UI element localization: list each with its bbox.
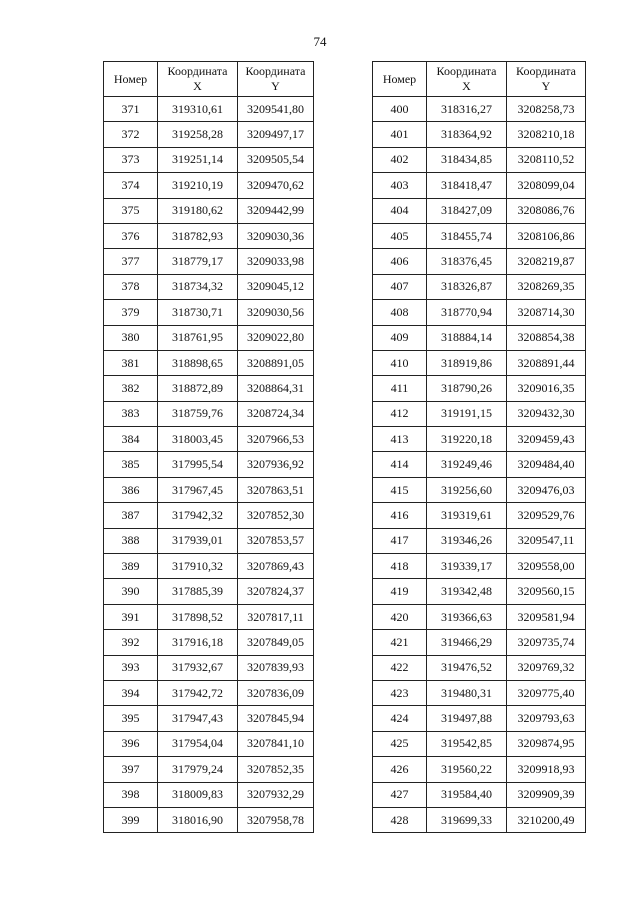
table-row bbox=[373, 300, 586, 325]
coordinate-y-cell: 3207936,92 bbox=[238, 452, 314, 477]
point-number-cell: 371 bbox=[104, 97, 158, 122]
point-number-cell: 374 bbox=[104, 173, 158, 198]
point-number-cell: 375 bbox=[104, 198, 158, 223]
coordinates-table-left bbox=[103, 61, 314, 833]
table-row bbox=[373, 655, 586, 680]
point-number-cell: 377 bbox=[104, 249, 158, 274]
coordinate-x-cell: 317942,32 bbox=[158, 503, 238, 528]
table-row bbox=[104, 97, 314, 122]
point-number-cell: 392 bbox=[104, 630, 158, 655]
table-row bbox=[104, 807, 314, 832]
coordinate-x-cell: 318790,26 bbox=[427, 376, 507, 401]
point-number-cell: 391 bbox=[104, 604, 158, 629]
coordinate-x-cell: 319497,88 bbox=[427, 706, 507, 731]
coordinate-x-cell: 317995,54 bbox=[158, 452, 238, 477]
coordinate-x-cell: 319342,48 bbox=[427, 579, 507, 604]
table-row bbox=[104, 427, 314, 452]
table-row bbox=[104, 350, 314, 375]
coordinate-x-cell: 318003,45 bbox=[158, 427, 238, 452]
coordinate-y-cell: 3207869,43 bbox=[238, 554, 314, 579]
coordinate-x-cell: 318326,87 bbox=[427, 274, 507, 299]
coordinate-x-cell: 319476,52 bbox=[427, 655, 507, 680]
point-number-cell: 407 bbox=[373, 274, 427, 299]
table-row bbox=[104, 452, 314, 477]
point-number-cell: 384 bbox=[104, 427, 158, 452]
table-row bbox=[373, 97, 586, 122]
coordinate-x-cell: 319339,17 bbox=[427, 554, 507, 579]
point-number-cell: 385 bbox=[104, 452, 158, 477]
coordinate-y-cell: 3208099,04 bbox=[507, 173, 586, 198]
header-number: Номер bbox=[104, 62, 158, 97]
coordinate-y-cell: 3207845,94 bbox=[238, 706, 314, 731]
table-row bbox=[373, 325, 586, 350]
coordinate-y-cell: 3208258,73 bbox=[507, 97, 586, 122]
point-number-cell: 411 bbox=[373, 376, 427, 401]
coordinate-x-cell: 319699,33 bbox=[427, 807, 507, 832]
coordinate-y-cell: 3210200,49 bbox=[507, 807, 586, 832]
coordinate-x-cell: 317885,39 bbox=[158, 579, 238, 604]
table-row bbox=[104, 274, 314, 299]
coordinate-y-cell: 3209909,39 bbox=[507, 782, 586, 807]
table-row bbox=[373, 452, 586, 477]
coordinate-y-cell: 3208110,52 bbox=[507, 147, 586, 172]
coordinate-x-cell: 318761,95 bbox=[158, 325, 238, 350]
coordinate-x-cell: 318770,94 bbox=[427, 300, 507, 325]
coordinate-x-cell: 318455,74 bbox=[427, 223, 507, 248]
table-row bbox=[373, 706, 586, 731]
point-number-cell: 410 bbox=[373, 350, 427, 375]
coordinate-x-cell: 317932,67 bbox=[158, 655, 238, 680]
coordinate-x-cell: 318316,27 bbox=[427, 97, 507, 122]
coordinate-x-cell: 317910,32 bbox=[158, 554, 238, 579]
table-row bbox=[104, 782, 314, 807]
table-row bbox=[373, 680, 586, 705]
point-number-cell: 403 bbox=[373, 173, 427, 198]
coordinate-x-cell: 318779,17 bbox=[158, 249, 238, 274]
table-row bbox=[104, 249, 314, 274]
table-row bbox=[373, 757, 586, 782]
point-number-cell: 428 bbox=[373, 807, 427, 832]
coordinate-x-cell: 319584,40 bbox=[427, 782, 507, 807]
header-coordinate-y: Координата Y bbox=[507, 62, 586, 97]
table-row bbox=[104, 757, 314, 782]
coordinate-y-cell: 3209045,12 bbox=[238, 274, 314, 299]
point-number-cell: 401 bbox=[373, 122, 427, 147]
point-number-cell: 396 bbox=[104, 731, 158, 756]
coordinate-y-cell: 3208854,38 bbox=[507, 325, 586, 350]
point-number-cell: 417 bbox=[373, 528, 427, 553]
point-number-cell: 423 bbox=[373, 680, 427, 705]
coordinate-y-cell: 3209476,03 bbox=[507, 477, 586, 502]
coordinate-y-cell: 3209918,93 bbox=[507, 757, 586, 782]
coordinate-x-cell: 319220,18 bbox=[427, 427, 507, 452]
point-number-cell: 388 bbox=[104, 528, 158, 553]
header-coordinate-y: Координата Y bbox=[238, 62, 314, 97]
coordinate-x-cell: 319249,46 bbox=[427, 452, 507, 477]
point-number-cell: 379 bbox=[104, 300, 158, 325]
coordinate-x-cell: 319191,15 bbox=[427, 401, 507, 426]
coordinate-y-cell: 3209769,32 bbox=[507, 655, 586, 680]
table-row bbox=[104, 147, 314, 172]
header-number: Номер bbox=[373, 62, 427, 97]
table-row bbox=[373, 173, 586, 198]
point-number-cell: 387 bbox=[104, 503, 158, 528]
coordinate-x-cell: 317898,52 bbox=[158, 604, 238, 629]
point-number-cell: 386 bbox=[104, 477, 158, 502]
coordinate-y-cell: 3209022,80 bbox=[238, 325, 314, 350]
coordinate-x-cell: 317947,43 bbox=[158, 706, 238, 731]
coordinate-y-cell: 3207841,10 bbox=[238, 731, 314, 756]
coordinate-x-cell: 317967,45 bbox=[158, 477, 238, 502]
coordinate-x-cell: 317916,18 bbox=[158, 630, 238, 655]
coordinate-y-cell: 3209030,36 bbox=[238, 223, 314, 248]
coordinate-x-cell: 318730,71 bbox=[158, 300, 238, 325]
point-number-cell: 425 bbox=[373, 731, 427, 756]
coordinate-y-cell: 3209541,80 bbox=[238, 97, 314, 122]
point-number-cell: 372 bbox=[104, 122, 158, 147]
table-row bbox=[373, 782, 586, 807]
coordinate-y-cell: 3207958,78 bbox=[238, 807, 314, 832]
point-number-cell: 404 bbox=[373, 198, 427, 223]
coordinate-x-cell: 318898,65 bbox=[158, 350, 238, 375]
coordinate-x-cell: 317979,24 bbox=[158, 757, 238, 782]
coordinate-x-cell: 319466,29 bbox=[427, 630, 507, 655]
table-row bbox=[373, 807, 586, 832]
point-number-cell: 413 bbox=[373, 427, 427, 452]
coordinate-x-cell: 318884,14 bbox=[427, 325, 507, 350]
table-row bbox=[373, 274, 586, 299]
coordinate-x-cell: 318919,86 bbox=[427, 350, 507, 375]
coordinate-y-cell: 3208714,30 bbox=[507, 300, 586, 325]
coordinate-y-cell: 3209775,40 bbox=[507, 680, 586, 705]
coordinate-x-cell: 319251,14 bbox=[158, 147, 238, 172]
coordinate-y-cell: 3209874,95 bbox=[507, 731, 586, 756]
coordinate-y-cell: 3209560,15 bbox=[507, 579, 586, 604]
table-row bbox=[373, 223, 586, 248]
point-number-cell: 390 bbox=[104, 579, 158, 604]
coordinate-y-cell: 3209547,11 bbox=[507, 528, 586, 553]
coordinate-y-cell: 3207839,93 bbox=[238, 655, 314, 680]
table-row bbox=[373, 427, 586, 452]
point-number-cell: 382 bbox=[104, 376, 158, 401]
coordinate-x-cell: 318734,32 bbox=[158, 274, 238, 299]
table-header-row bbox=[104, 62, 314, 97]
table-row bbox=[373, 198, 586, 223]
table-row bbox=[104, 579, 314, 604]
point-number-cell: 427 bbox=[373, 782, 427, 807]
table-row bbox=[104, 173, 314, 198]
table-row bbox=[373, 554, 586, 579]
point-number-cell: 398 bbox=[104, 782, 158, 807]
point-number-cell: 395 bbox=[104, 706, 158, 731]
table-row bbox=[104, 198, 314, 223]
coordinate-x-cell: 319560,22 bbox=[427, 757, 507, 782]
header-coordinate-x: Координата X bbox=[158, 62, 238, 97]
coordinate-y-cell: 3207932,29 bbox=[238, 782, 314, 807]
point-number-cell: 389 bbox=[104, 554, 158, 579]
point-number-cell: 406 bbox=[373, 249, 427, 274]
table-row bbox=[104, 376, 314, 401]
coordinate-y-cell: 3208864,31 bbox=[238, 376, 314, 401]
coordinate-y-cell: 3208219,87 bbox=[507, 249, 586, 274]
coordinate-x-cell: 318782,93 bbox=[158, 223, 238, 248]
coordinate-y-cell: 3208269,35 bbox=[507, 274, 586, 299]
coordinate-x-cell: 318016,90 bbox=[158, 807, 238, 832]
coordinate-y-cell: 3209432,30 bbox=[507, 401, 586, 426]
point-number-cell: 416 bbox=[373, 503, 427, 528]
table-row bbox=[373, 503, 586, 528]
table-row bbox=[373, 731, 586, 756]
coordinate-x-cell: 319366,63 bbox=[427, 604, 507, 629]
coordinate-y-cell: 3209484,40 bbox=[507, 452, 586, 477]
point-number-cell: 415 bbox=[373, 477, 427, 502]
coordinate-y-cell: 3209505,54 bbox=[238, 147, 314, 172]
coordinate-x-cell: 319180,62 bbox=[158, 198, 238, 223]
page-number: 74 bbox=[313, 34, 327, 49]
coordinate-y-cell: 3207836,09 bbox=[238, 680, 314, 705]
coordinate-x-cell: 318376,45 bbox=[427, 249, 507, 274]
table-row bbox=[104, 604, 314, 629]
point-number-cell: 394 bbox=[104, 680, 158, 705]
coordinate-x-cell: 319542,85 bbox=[427, 731, 507, 756]
table-row bbox=[373, 630, 586, 655]
table-row bbox=[104, 401, 314, 426]
point-number-cell: 381 bbox=[104, 350, 158, 375]
coordinate-y-cell: 3208106,86 bbox=[507, 223, 586, 248]
coordinate-y-cell: 3207852,35 bbox=[238, 757, 314, 782]
point-number-cell: 405 bbox=[373, 223, 427, 248]
table-row bbox=[373, 249, 586, 274]
coordinate-y-cell: 3207966,53 bbox=[238, 427, 314, 452]
table-row bbox=[373, 528, 586, 553]
table-row bbox=[373, 147, 586, 172]
coordinate-x-cell: 318009,83 bbox=[158, 782, 238, 807]
point-number-cell: 409 bbox=[373, 325, 427, 350]
coordinate-x-cell: 318872,89 bbox=[158, 376, 238, 401]
point-number-cell: 376 bbox=[104, 223, 158, 248]
table-row bbox=[104, 630, 314, 655]
point-number-cell: 400 bbox=[373, 97, 427, 122]
point-number-cell: 412 bbox=[373, 401, 427, 426]
coordinate-x-cell: 319210,19 bbox=[158, 173, 238, 198]
coordinate-y-cell: 3208086,76 bbox=[507, 198, 586, 223]
point-number-cell: 383 bbox=[104, 401, 158, 426]
point-number-cell: 414 bbox=[373, 452, 427, 477]
table-row bbox=[373, 376, 586, 401]
table-row bbox=[373, 604, 586, 629]
coordinate-x-cell: 317939,01 bbox=[158, 528, 238, 553]
coordinate-y-cell: 3209529,76 bbox=[507, 503, 586, 528]
coordinates-table-right bbox=[372, 61, 586, 833]
coordinate-x-cell: 319258,28 bbox=[158, 122, 238, 147]
table-header-row bbox=[373, 62, 586, 97]
coordinate-y-cell: 3208891,44 bbox=[507, 350, 586, 375]
coordinate-y-cell: 3209497,17 bbox=[238, 122, 314, 147]
point-number-cell: 421 bbox=[373, 630, 427, 655]
table-row bbox=[373, 401, 586, 426]
coordinate-x-cell: 318364,92 bbox=[427, 122, 507, 147]
coordinate-y-cell: 3209470,62 bbox=[238, 173, 314, 198]
coordinate-x-cell: 319319,61 bbox=[427, 503, 507, 528]
coordinate-x-cell: 317954,04 bbox=[158, 731, 238, 756]
table-row bbox=[104, 731, 314, 756]
coordinate-y-cell: 3207824,37 bbox=[238, 579, 314, 604]
table-row bbox=[104, 325, 314, 350]
point-number-cell: 418 bbox=[373, 554, 427, 579]
table-row bbox=[104, 528, 314, 553]
coordinate-y-cell: 3209735,74 bbox=[507, 630, 586, 655]
coordinate-y-cell: 3209793,63 bbox=[507, 706, 586, 731]
coordinate-y-cell: 3208724,34 bbox=[238, 401, 314, 426]
point-number-cell: 419 bbox=[373, 579, 427, 604]
table-row bbox=[104, 122, 314, 147]
coordinate-x-cell: 318427,09 bbox=[427, 198, 507, 223]
coordinate-y-cell: 3207852,30 bbox=[238, 503, 314, 528]
table-row bbox=[104, 300, 314, 325]
table-row bbox=[373, 122, 586, 147]
coordinate-x-cell: 318434,85 bbox=[427, 147, 507, 172]
coordinate-x-cell: 317942,72 bbox=[158, 680, 238, 705]
coordinate-y-cell: 3209459,43 bbox=[507, 427, 586, 452]
table-row bbox=[373, 579, 586, 604]
table-row bbox=[104, 554, 314, 579]
coordinate-y-cell: 3207863,51 bbox=[238, 477, 314, 502]
table-row bbox=[104, 223, 314, 248]
table-row bbox=[104, 680, 314, 705]
coordinate-y-cell: 3207849,05 bbox=[238, 630, 314, 655]
point-number-cell: 408 bbox=[373, 300, 427, 325]
point-number-cell: 393 bbox=[104, 655, 158, 680]
coordinate-y-cell: 3207817,11 bbox=[238, 604, 314, 629]
table-row bbox=[104, 706, 314, 731]
point-number-cell: 397 bbox=[104, 757, 158, 782]
point-number-cell: 378 bbox=[104, 274, 158, 299]
coordinate-x-cell: 319310,61 bbox=[158, 97, 238, 122]
coordinate-y-cell: 3209016,35 bbox=[507, 376, 586, 401]
coordinate-y-cell: 3208210,18 bbox=[507, 122, 586, 147]
point-number-cell: 399 bbox=[104, 807, 158, 832]
coordinate-y-cell: 3208891,05 bbox=[238, 350, 314, 375]
point-number-cell: 426 bbox=[373, 757, 427, 782]
table-row bbox=[104, 477, 314, 502]
coordinate-x-cell: 319346,26 bbox=[427, 528, 507, 553]
coordinate-y-cell: 3209558,00 bbox=[507, 554, 586, 579]
point-number-cell: 424 bbox=[373, 706, 427, 731]
point-number-cell: 422 bbox=[373, 655, 427, 680]
point-number-cell: 380 bbox=[104, 325, 158, 350]
table-row bbox=[104, 655, 314, 680]
point-number-cell: 402 bbox=[373, 147, 427, 172]
coordinate-y-cell: 3209581,94 bbox=[507, 604, 586, 629]
coordinate-y-cell: 3207853,57 bbox=[238, 528, 314, 553]
coordinate-y-cell: 3209033,98 bbox=[238, 249, 314, 274]
coordinate-x-cell: 319480,31 bbox=[427, 680, 507, 705]
table-row bbox=[104, 503, 314, 528]
table-row bbox=[373, 477, 586, 502]
point-number-cell: 373 bbox=[104, 147, 158, 172]
table-row bbox=[373, 350, 586, 375]
header-coordinate-x: Координата X bbox=[427, 62, 507, 97]
coordinate-x-cell: 319256,60 bbox=[427, 477, 507, 502]
coordinate-y-cell: 3209030,56 bbox=[238, 300, 314, 325]
coordinate-x-cell: 318759,76 bbox=[158, 401, 238, 426]
point-number-cell: 420 bbox=[373, 604, 427, 629]
coordinate-x-cell: 318418,47 bbox=[427, 173, 507, 198]
coordinate-y-cell: 3209442,99 bbox=[238, 198, 314, 223]
